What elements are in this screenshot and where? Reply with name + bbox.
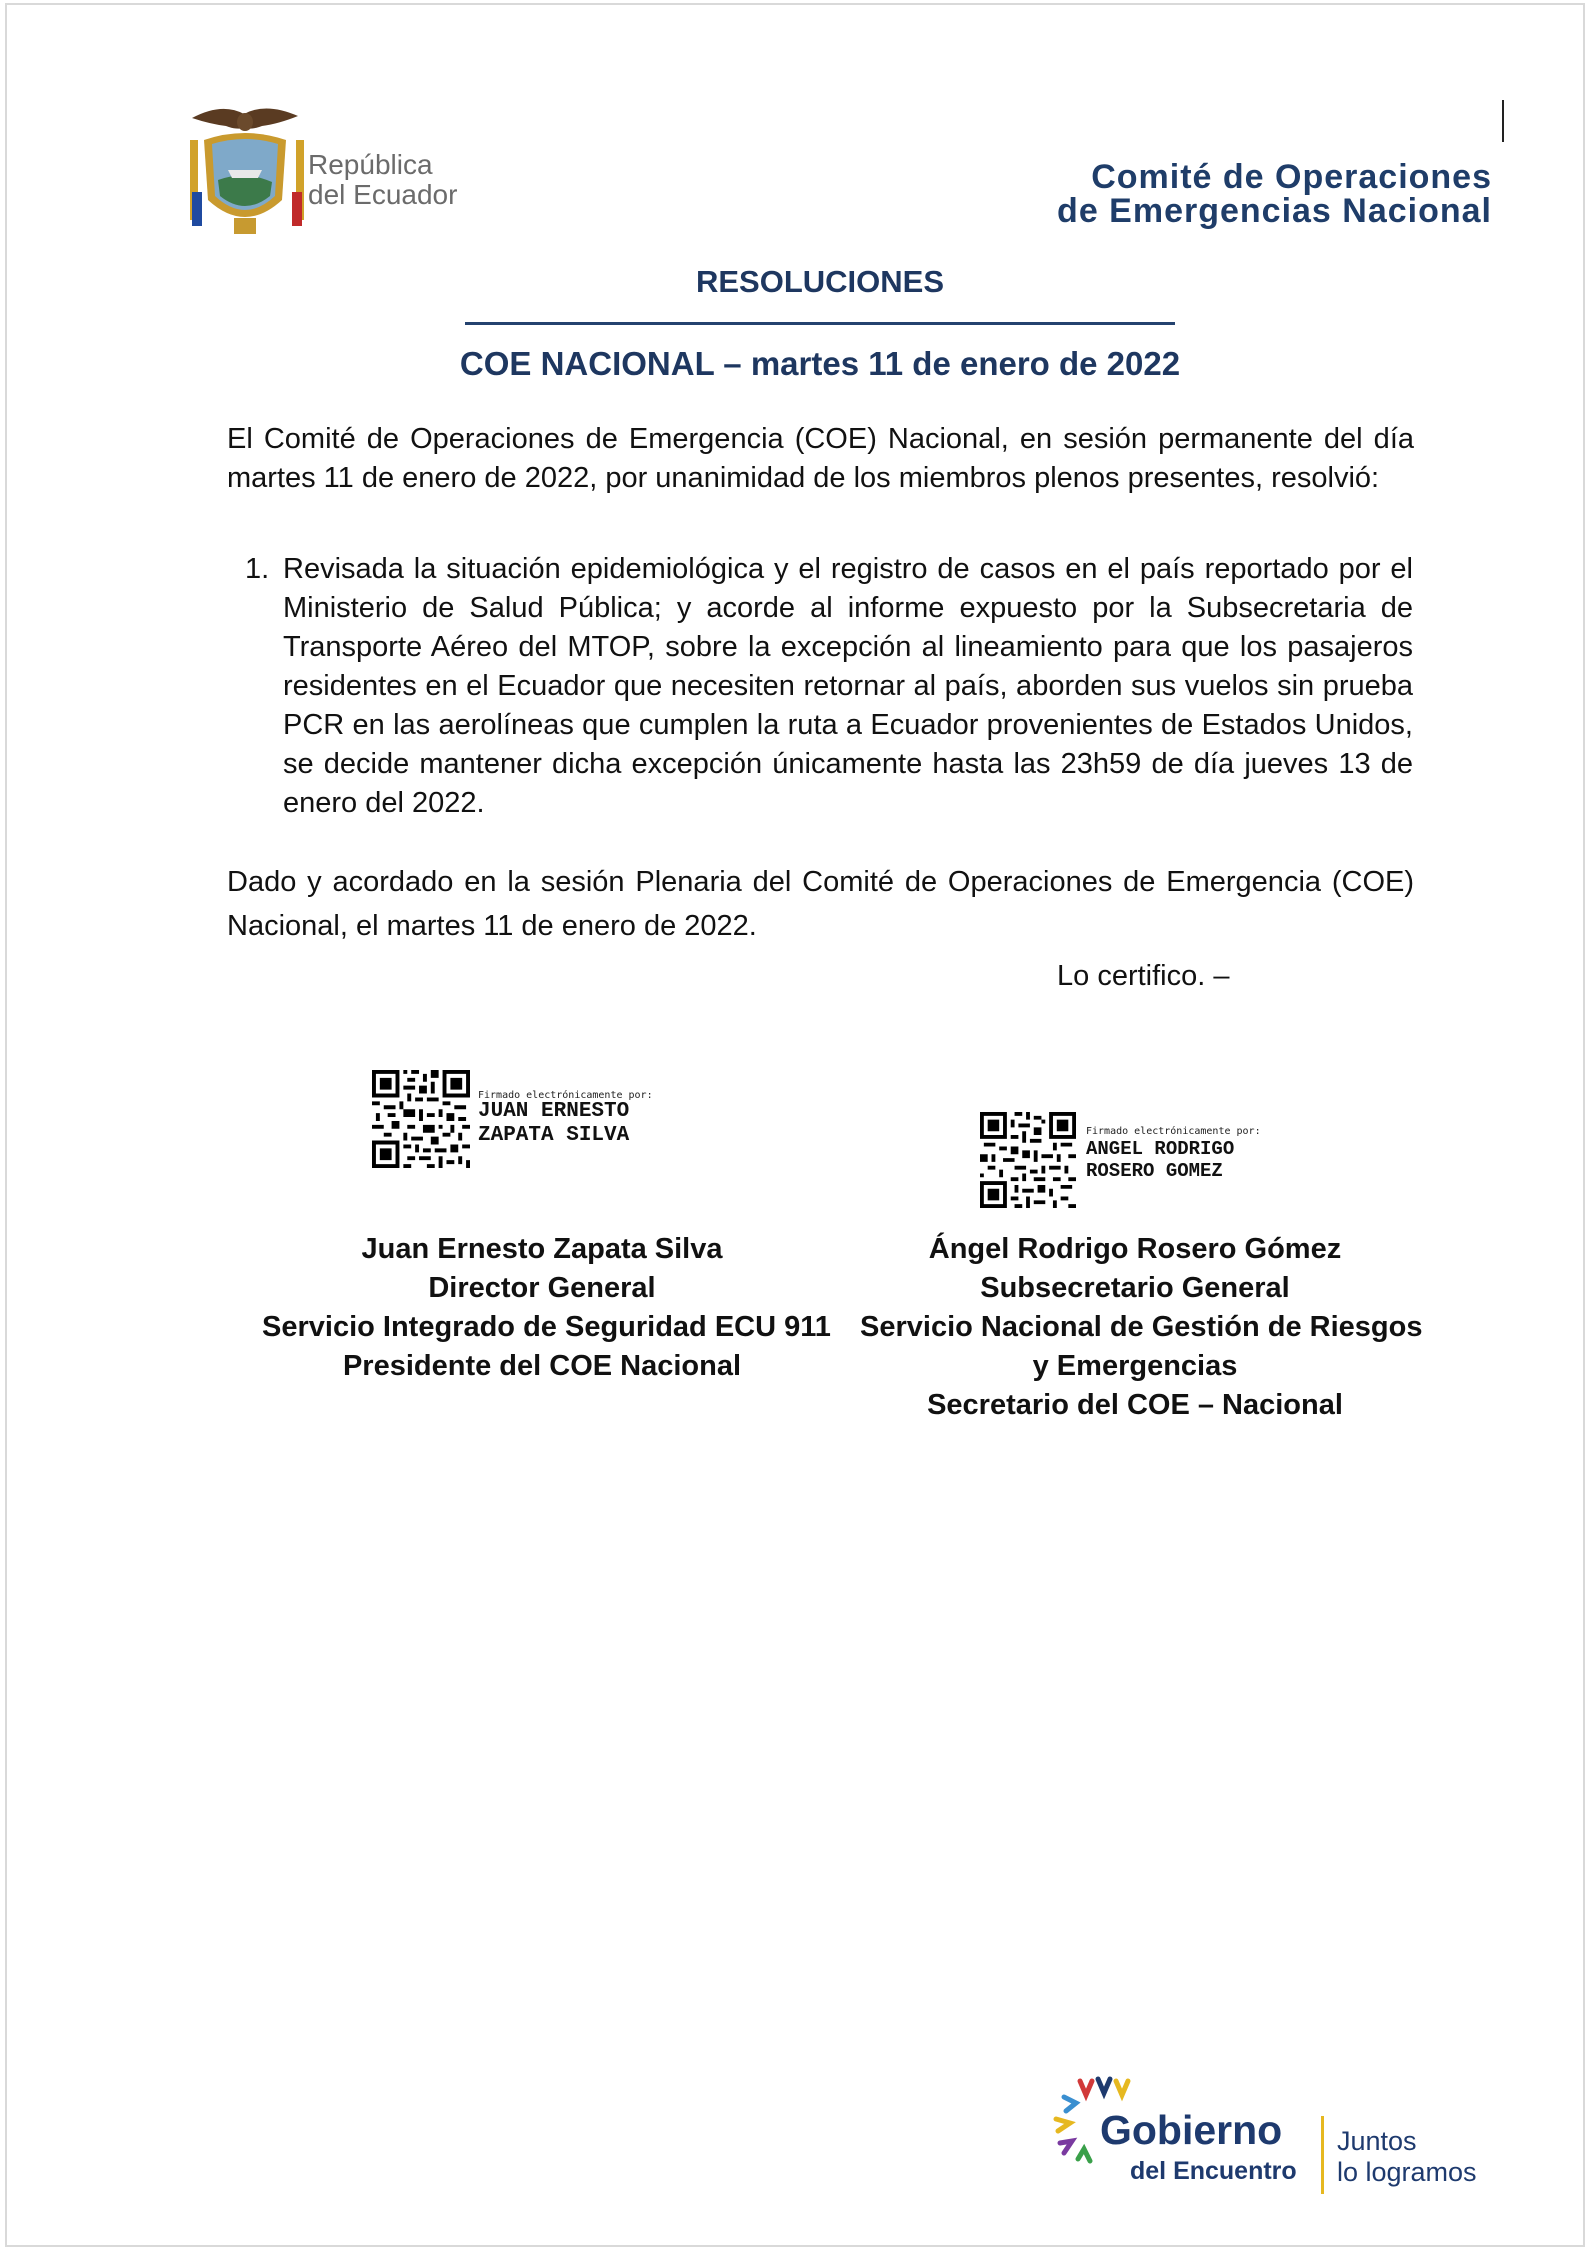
resolution-number: 1.	[245, 553, 270, 585]
certification-line: Lo certifico. –	[1057, 960, 1230, 992]
logo-wordmark: Gobierno	[1100, 2107, 1283, 2153]
signatory-block-1	[262, 1230, 831, 1386]
document-title: RESOLUCIONES	[695, 264, 945, 299]
qr-code-icon	[372, 1070, 470, 1168]
signatory-name: Ángel Rodrigo Rosero Gómez	[928, 1233, 1342, 1265]
document-subtitle: COE NACIONAL – martes 11 de enero de 2022	[459, 345, 1181, 382]
signatory-block-2	[860, 1230, 1423, 1425]
signer-name-line-1: JUAN ERNESTO	[478, 1100, 630, 1123]
signatory-position: Presidente del COE Nacional	[342, 1350, 742, 1382]
page-frame	[5, 3, 1585, 2247]
logo-divider	[1321, 2116, 1324, 2194]
signer-name-line-2: ROSERO GOMEZ	[1086, 1160, 1223, 1182]
country-line-2: del Ecuador	[308, 179, 458, 210]
signatory-role: Subsecretario General	[980, 1272, 1290, 1304]
signer-name-line-1: ANGEL RODRIGO	[1086, 1138, 1235, 1160]
signatory-position: Secretario del COE – Nacional	[927, 1389, 1343, 1421]
signed-by-caption: Firmado electrónicamente por:	[478, 1090, 653, 1101]
signer-name	[1086, 1138, 1234, 1182]
coat-of-arms-icon	[182, 100, 312, 240]
slogan-line-1: Juntos	[1337, 2126, 1417, 2156]
intro-paragraph: El Comité de Operaciones de Emergencia (COE) Nacional, en sesión permanente del día martes 11 de enero de 2022, por unanimidad de los miembros plenos presentes, resolvió:	[227, 423, 1414, 494]
signatory-name: Juan Ernesto Zapata Silva	[361, 1233, 723, 1265]
qr-code-icon	[980, 1112, 1076, 1208]
slogan	[1337, 2126, 1477, 2188]
logo-subtitle: del Encuentro	[1130, 2157, 1297, 2185]
text-cursor	[1502, 100, 1504, 142]
country-line-1: República	[308, 149, 433, 180]
signer-name	[478, 1100, 629, 1148]
signatory-organization-line-2: y Emergencias	[1032, 1350, 1238, 1382]
committee-line-2: de Emergencias Nacional	[1057, 192, 1492, 230]
slogan-line-2: lo logramos	[1337, 2157, 1477, 2187]
signer-name-line-2: ZAPATA SILVA	[478, 1124, 630, 1147]
committee-header	[1057, 160, 1492, 228]
given-paragraph: Dado y acordado en la sesión Plenaria del Comité de Operaciones de Emergencia (COE) Nacional, el martes 11 de enero de 2022.	[227, 866, 1414, 942]
committee-line-1: Comité de Operaciones	[1091, 158, 1492, 196]
title-divider	[465, 322, 1175, 325]
signatory-organization: Servicio Integrado de Seguridad ECU 911	[262, 1311, 831, 1343]
signed-by-caption: Firmado electrónicamente por:	[1086, 1126, 1261, 1137]
country-name	[308, 150, 457, 210]
resolution-text: Revisada la situación epidemiológica y el registro de casos en el país reportado por el Ministerio de Salud Pública; y acorde al informe expuesto por la Subsecretaria de Transporte Aéreo del MTOP, sobre la excepción al lineamiento para que los pasajeros residentes en el Ecuador que necesiten retornar al país, aborden sus vuelos sin prueba PCR en las aerolíneas que cumplen la ruta a Ecuador provenientes de Estados Unidos, se decide mantener dicha excepción únicamente hasta las 23h59 de día jueves 13 de enero del 2022.	[283, 553, 1413, 819]
signatory-organization-line-1: Servicio Nacional de Gestión de Riesgos	[860, 1311, 1423, 1343]
signatory-role: Director General	[428, 1272, 656, 1304]
